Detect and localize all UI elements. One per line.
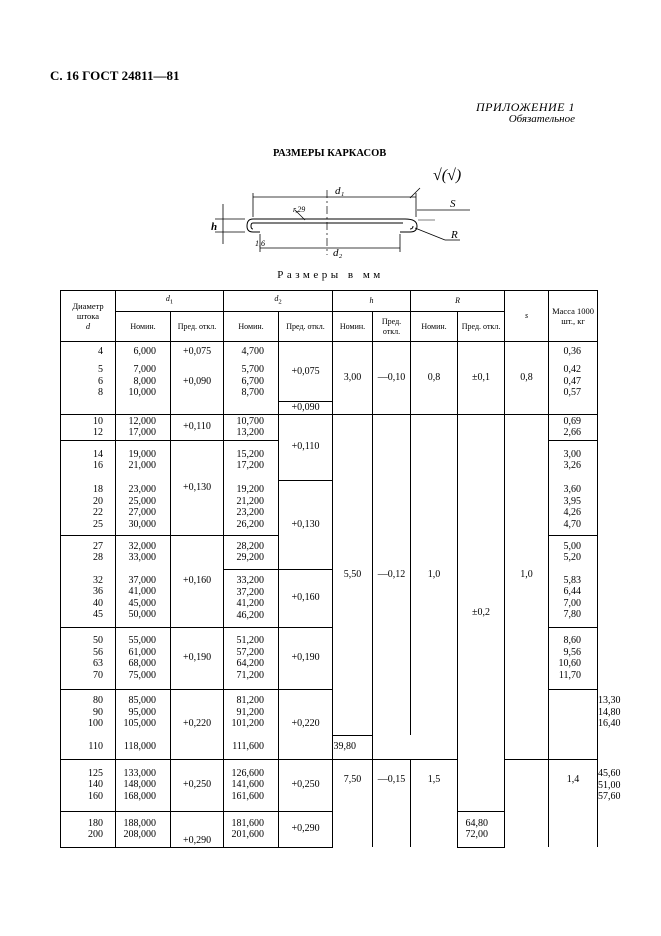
header-tolerance: Пред. откл.	[458, 312, 505, 342]
table-cell-d2-tol: +0,220	[279, 689, 333, 759]
table-cell-h: 7,50	[333, 759, 373, 847]
table-cell-d2: 126,600 141,600 161,600	[224, 759, 279, 811]
header-tolerance: Пред. откл.	[279, 312, 333, 342]
table-cell-d2-tol: +0,250	[279, 759, 333, 811]
table-cell-d1: 118,000	[116, 735, 171, 759]
table-cell-s: 1,4	[549, 759, 598, 847]
table-cell-s: 1,0	[505, 414, 549, 735]
table-cell-d1-tol: +0,130	[171, 440, 224, 535]
appendix-note: Обязательное	[508, 113, 575, 125]
table-cell-mass: 3,60 3,95 4,26 4,70	[549, 480, 598, 535]
table-cell-d1-tol: +0,190	[171, 627, 224, 689]
header-tolerance: Пред. откл.	[171, 312, 224, 342]
table-cell-d2: 111,600	[224, 735, 279, 759]
label-d1: d₁	[335, 185, 345, 197]
table-cell-mass: 0,42 0,47 0,57	[549, 362, 598, 402]
header-s: s	[505, 291, 549, 342]
section-title: РАЗМЕРЫ КАРКАСОВ	[273, 148, 387, 159]
table-cell-diameter: 180 200	[61, 811, 116, 847]
table-cell-mass: 8,60 9,56 10,60 11,70	[549, 627, 598, 689]
header-diameter: Диаметр штока d	[61, 291, 116, 342]
table-cell-d2-tol: +0,190	[279, 627, 333, 689]
table-cell-r-tol-cont	[505, 759, 549, 847]
table-cell-d1: 7,000 8,000 10,000	[116, 362, 171, 402]
table-cell-d2-tol: +0,130	[279, 480, 333, 569]
table-cell-diameter: 18 20 22 25	[61, 480, 116, 535]
table-cell-mass: 3,00 3,26	[549, 440, 598, 480]
header-tolerance: Пред. откл.	[373, 312, 411, 342]
table-cell-diameter: 14 16	[61, 440, 116, 480]
table-cell-d1: 19,000 21,000	[116, 440, 171, 480]
table-cell-d1-tol: +0,075	[171, 342, 224, 362]
header-nominal: Номин.	[224, 312, 279, 342]
table-cell-d2-tol: +0,160	[279, 569, 333, 627]
table-cell-d1-tol: +0,160	[171, 535, 224, 627]
table-cell-d1: 85,000 95,000 105,000	[116, 689, 171, 735]
table-cell-mass: 0,36	[549, 342, 598, 362]
table-cell-d1: 23,000 25,000 27,000 30,000	[116, 480, 171, 535]
label-d2: d₂	[333, 247, 343, 259]
table-cell-d1: 12,000 17,000	[116, 414, 171, 440]
frame-dimensions-table: Диаметр штока d $d_1$ $d_2$ h R s Масса 1000 шт., кг Номин. Пред. откл. Номин. Пред. откл. Номин. Пред. откл. Номин. Пред. откл. 4 6,000 +0,075 4,700 +0,075 3,00 —0,10 0,8 ±0,1 0,8 0,36 5 6 8 7,000 8,000 10,000 +0,090 5,700 6,700 8,700 0,42 0,47 0,57 +0,090 10 12 12,000 17,000 +0,110 10,700 13,200 +0,110 5,50 —0,12 1,0 ±0,2 1,0 0,69 2,66 14 16 19,000 21,000 +0,130 15,200 17,200 3,00 3,26 18 20 22 25 23,000 25,000 27,000 30,000 19,200 21,200 23,200 26,200 +0,130 3,60 3,95 4,26 4,70 27 28 32,000 33,000 +0,160 28,200 29,200 5,00 5,20 32 36 40 45 37,000 41,000 45,000 50,000 33,200 37,200 41,200 46,200 +0,160 5,83 6,44 7,00 7,80 50 56 63 70 55,000 61,000 68,000 75,000 +0,190 51,200 57,200 64,200 71,200 +0,190 8,60 9,56 10,60 11,70 80 90 100 85,000 95,000 105,000 +0,220 81,200 91,200 101,200 +0,220 13,30 14,80 16,40 110 118,000 111,600 39,80 125 140 160 133,000 148,000 168,000 +0,250 126,600 141,600 161,600 +0,250 7,50 —0,15 1,5 1,4 45,60 51,00 57,60 180 200 188,000 208,000 +0,290 181,600 201,600 +0,290 64,80 72,00	[60, 290, 598, 848]
table-cell-d2-tol: +0,290	[279, 811, 333, 847]
table-cell-r-tol: ±0,2	[458, 414, 505, 811]
table-cell-d1: 37,000 41,000 45,000 50,000	[116, 569, 171, 627]
table-cell-h-tol: —0,12	[373, 414, 411, 735]
roughness-mark: √(√)	[433, 167, 462, 184]
table-cell-diameter: 4	[61, 342, 116, 362]
header-r: R	[411, 291, 505, 312]
table-cell-r-tol: ±0,1	[458, 342, 505, 415]
units-subtitle: Размеры в мм	[277, 269, 384, 281]
page-header: С. 16 ГОСТ 24811—81	[50, 68, 180, 83]
table-cell-d1-tol: +0,220	[171, 689, 224, 759]
table-cell-mass: 39,80	[333, 735, 373, 759]
table-cell-d1: 133,000 148,000 168,000	[116, 759, 171, 811]
header-nominal: Номин.	[116, 312, 171, 342]
table-cell-d2: 5,700 6,700 8,700	[224, 362, 279, 402]
table-cell-diameter: 125 140 160	[61, 759, 116, 811]
table-cell-diameter: 50 56 63 70	[61, 627, 116, 689]
table-cell-d1-tol: +0,110	[171, 414, 224, 440]
header-nominal: Номин.	[333, 312, 373, 342]
table-cell-d2: 81,200 91,200 101,200	[224, 689, 279, 735]
header-h: h	[333, 291, 411, 312]
table-cell-r: 1,5	[411, 759, 458, 847]
table-cell-h-tol: —0,15	[373, 759, 411, 847]
table-cell-diameter: 110	[61, 735, 116, 759]
label-r29: r,29	[293, 205, 306, 214]
table-cell-d1: 6,000	[116, 342, 171, 362]
table-cell-h-tol: —0,10	[373, 342, 411, 415]
table-cell-d1: 32,000 33,000	[116, 535, 171, 569]
table-cell-d1-tol: +0,290	[171, 811, 224, 847]
table-cell-d1: 188,000 208,000	[116, 811, 171, 847]
table-cell-r: 0,8	[411, 342, 458, 415]
table-cell-d1-tol: +0,090	[171, 362, 224, 402]
table-cell-s: 0,8	[505, 342, 549, 415]
table-cell-diameter: 10 12	[61, 414, 116, 440]
table-cell-d2: 33,200 37,200 41,200 46,200	[224, 569, 279, 627]
header-mass: Масса 1000 шт., кг	[549, 291, 598, 342]
table-cell-diameter: 80 90 100	[61, 689, 116, 735]
table-cell-d2-tol: +0,090	[279, 402, 333, 415]
table-cell-d2: 181,600 201,600	[224, 811, 279, 847]
label-s: S	[450, 198, 456, 210]
table-cell-h-cont	[549, 689, 598, 759]
table-cell-mass: 5,83 6,44 7,00 7,80	[549, 569, 598, 627]
table-cell-mass: 0,69 2,66	[549, 414, 598, 440]
header-d2: $d_2$	[224, 291, 333, 312]
header-nominal: Номин.	[411, 312, 458, 342]
table-cell-h: 5,50	[333, 414, 373, 735]
table-cell-d2: 19,200 21,200 23,200 26,200	[224, 480, 279, 535]
table-cell-diameter: 32 36 40 45	[61, 569, 116, 627]
table-cell-d2: 51,200 57,200 64,200 71,200	[224, 627, 279, 689]
table-cell-d1-tol: +0,250	[171, 759, 224, 811]
table-cell-diameter: 27 28	[61, 535, 116, 569]
table-cell-d2: 10,700 13,200	[224, 414, 279, 440]
table-cell-d2: 15,200 17,200	[224, 440, 279, 480]
table-cell-d2: 4,700	[224, 342, 279, 362]
table-cell-r: 1,0	[411, 414, 458, 735]
appendix-title: ПРИЛОЖЕНИЕ 1	[476, 100, 575, 114]
label-1-6: 1,6	[255, 239, 265, 248]
label-r: R	[451, 229, 458, 241]
table-cell-d2-tol: +0,075	[279, 342, 333, 402]
header-d1: $d_1$	[116, 291, 224, 312]
table-cell-h: 3,00	[333, 342, 373, 415]
frame-drawing	[205, 160, 480, 265]
table-cell-d2: 28,200 29,200	[224, 535, 279, 569]
table-cell-d1: 55,000 61,000 68,000 75,000	[116, 627, 171, 689]
label-h: h	[211, 221, 218, 233]
table-cell-d2-tol: +0,110	[279, 414, 333, 480]
table-cell-diameter: 5 6 8	[61, 362, 116, 402]
table-cell-mass: 5,00 5,20	[549, 535, 598, 569]
table-cell-mass: 64,80 72,00	[458, 811, 505, 847]
